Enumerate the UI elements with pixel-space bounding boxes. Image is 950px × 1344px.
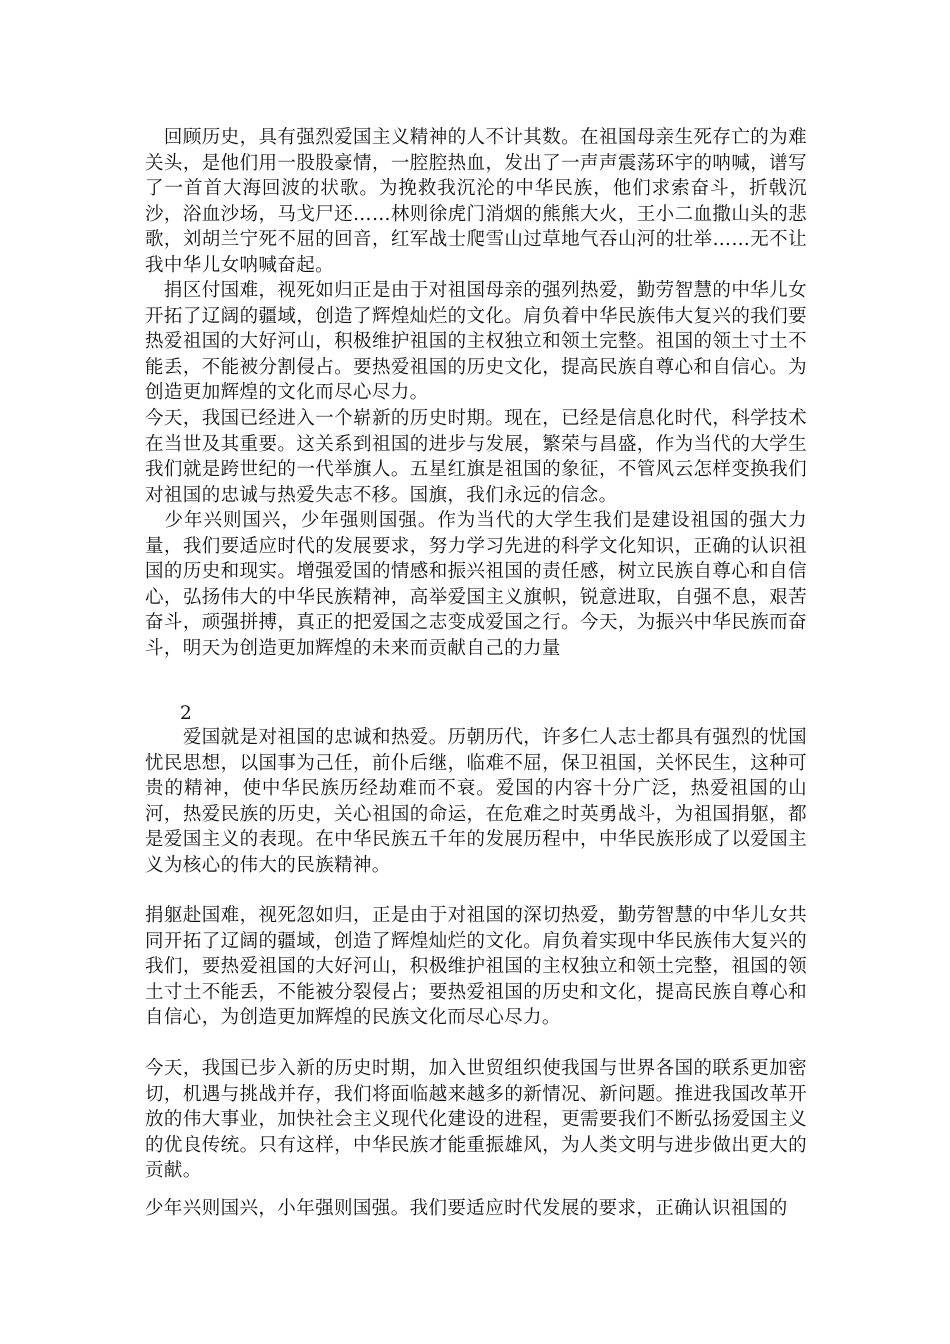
paragraph-new-era: 今天，我国已经进入一个崭新的历史时期。现在，已经是信息化时代，科学技术在当世及其重要。这关系到祖国的进步与发展，繁荣与昌盛，作为当代的大学生我们就是跨世纪的一代举旗人。五星红旗是祖国的象征，不管风云怎样变换我们对祖国的忠诚与热爱失志不移。国旗，我们永远的信念。 — [145, 408, 807, 506]
paragraph-youth-prosperity: 少年兴则国兴，小年强则国强。我们要适应时代发展的要求，正确认识祖国的 — [145, 1198, 788, 1219]
page-number: 2 — [180, 703, 192, 724]
paragraph-youth-strength: 少年兴则国兴，少年强则国强。作为当代的大学生我们是建设祖国的强大力量，我们要适应时代的发展要求，努力学习先进的科学文化知识，正确的认识祖国的历史和现实。增强爱国的情感和振兴祖国的责任感，树立民族自尊心和自信心，弘扬伟大的中华民族精神，高举爱国主义旗帜，锐意进取，自强不息，艰苦奋斗，顽强拼搏，真正的把爱国之志变成爱国之行。今天，为振兴中华民族而奋斗，明天为创造更加辉煌的未来而贡献自己的力量 — [145, 510, 807, 659]
paragraph-patriotism-definition: 爱国就是对祖国的忠诚和热爱。历朝历代，许多仁人志士都具有强烈的忧国忧民思想，以国事为己任，前仆后继，临难不屈，保卫祖国，关怀民生，这种可贵的精神，使中华民族历经劫难而不衰。爱国的内容十分广泛，热爱祖国的山河，热爱民族的历史，关心祖国的命运，在危难之时英勇战斗，为祖国捐躯，都是爱国主义的表现。在中华民族五千年的发展历程中，中华民族形成了以爱国主义为核心的伟大的民族精神。 — [145, 727, 807, 876]
paragraph-motherland-love: 捐区付国难，视死如归正是由于对祖国母亲的强列热爱，勤劳智慧的中华儿女开拓了辽阔的疆域，创造了辉煌灿烂的文化。肩负着中华民族伟大复兴的我们要热爱祖国的大好河山，积极维护祖国的主权独立和领土完整。祖国的领土寸土不能丢，不能被分割侵占。要热爱祖国的历史文化，提高民族自尊心和自信心。为创造更加辉煌的文化而尽心尽力。 — [145, 280, 807, 404]
paragraph-history-review: 回顾历史，具有强烈爱国主义精神的人不计其数。在祖国母亲生死存亡的为难关头，是他们用一股股豪情，一腔腔热血，发出了一声声震荡环宇的呐喊，谱写了一首首大海回波的状歌。为挽救我沉沦的中华民族，他们求索奋斗，折戟沉沙，浴血沙场，马戈尸还……林则徐虎门消烟的熊熊大火，王小二血撒山头的悲歌，刘胡兰宁死不屈的回音，红军战士爬雪山过草地气吞山河的壮举……无不让我中华儿女呐喊奋起。 — [145, 127, 807, 276]
paragraph-sacrifice-for-country: 捐躯赴国难，视死忽如归，正是由于对祖国的深切热爱，勤劳智慧的中华儿女共同开拓了辽阔的疆域，创造了辉煌灿烂的文化。肩负着实现中华民族伟大复兴的我们，要热爱祖国的大好河山，积极维护祖国的主权独立和领土完整，祖国的领土寸土不能丢，不能被分裂侵占；要热爱祖国的历史和文化，提高民族自尊心和自信心，为创造更加辉煌的民族文化而尽心尽力。 — [145, 905, 807, 1029]
paragraph-new-historical-period: 今天，我国已步入新的历史时期，加入世贸组织使我国与世界各国的联系更加密切，机遇与挑战并存，我们将面临越来越多的新情况、新问题。推进我国改革开放的伟大事业，加快社会主义现代化建设的进程，更需要我们不断弘扬爱国主义的优良传统。只有这样，中华民族才能重振雄风，为人类文明与进步做出更大的贡献。 — [145, 1058, 807, 1182]
